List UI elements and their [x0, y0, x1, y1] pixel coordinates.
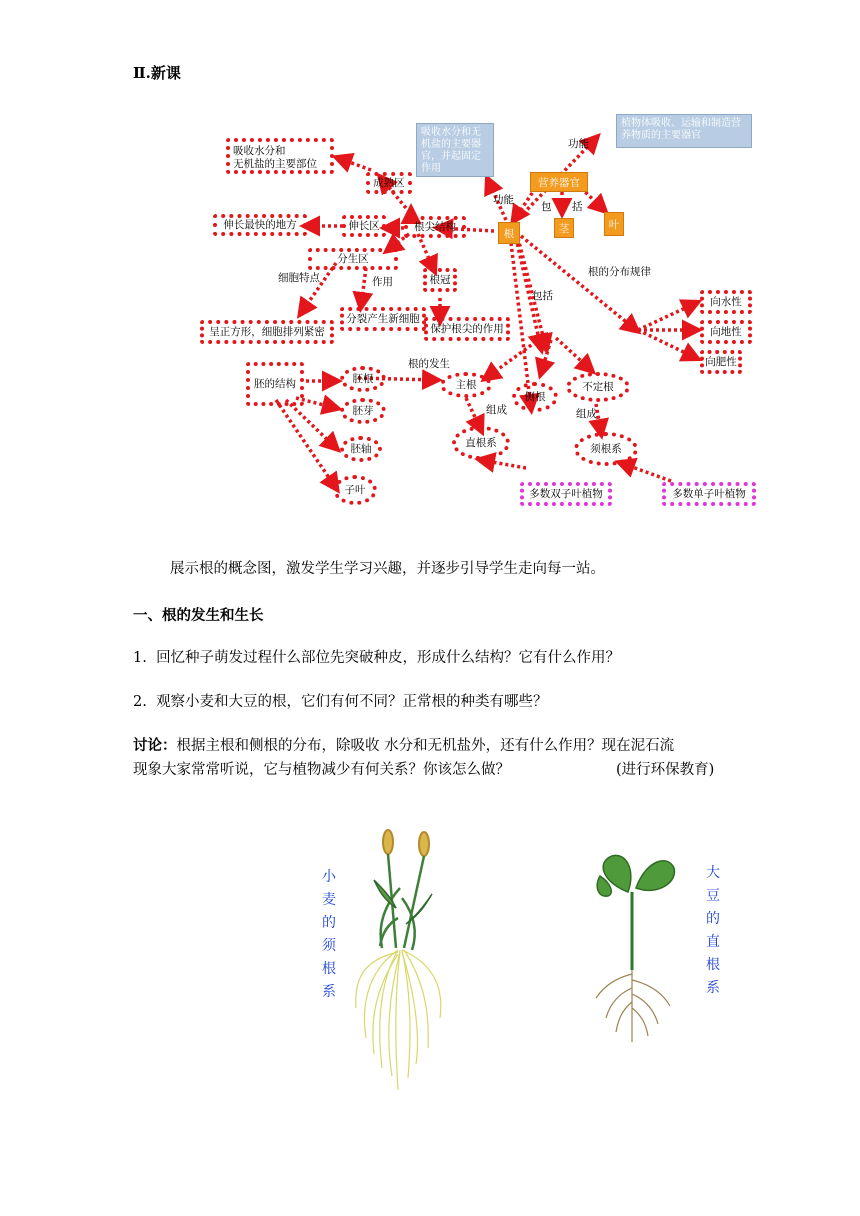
dicot-plants: 多数双子叶植物: [520, 482, 612, 506]
wheat-caption-char: 小: [322, 869, 336, 885]
question-1-text: 回忆种子萌发过程什么部位先突破种皮，形成什么结构？它有什么作用？: [156, 650, 621, 666]
question-1-number: 1.: [133, 650, 147, 666]
question-2: [133, 690, 548, 714]
label-bao: 包: [541, 201, 552, 213]
leaf-node: 叶: [604, 212, 624, 236]
wheat-caption-char: 根: [322, 961, 336, 977]
label-distribution: 根的分布规律: [588, 266, 651, 278]
wheat-caption: [321, 866, 337, 1004]
label-include: 包括: [532, 290, 553, 302]
monocot-plants: 多数单子叶植物: [662, 482, 756, 506]
section-title: 一、根的发生和生长: [133, 607, 264, 624]
label-root-origin: 根的发生: [408, 358, 450, 370]
plumule: 胚芽: [340, 398, 386, 424]
root-function-tail: 。: [450, 175, 460, 186]
root-function-text: 吸收水分和无机盐的主要器官，并起固定作用: [421, 127, 481, 174]
cell-shape-note: 呈正方形，细胞排列紧密: [200, 320, 334, 344]
question-2-text: 观察小麦和大豆的根，它们有何不同？正常根的种类有哪些？: [156, 694, 548, 710]
taproot: 主根: [440, 372, 492, 398]
geotropism: 向地性: [700, 320, 752, 344]
root-function-note: [416, 123, 494, 186]
adventitious-root: 不定根: [566, 372, 630, 402]
vegetative-organ-note: 植物体吸收、运输和制造营养物质的主要器官: [616, 114, 752, 148]
meristem-zone: 分生区: [308, 248, 398, 270]
root-cap: 根冠: [423, 268, 457, 292]
bean-caption-char: 豆: [706, 888, 720, 904]
bean-caption-char: 的: [706, 911, 720, 927]
bean-caption-char: 大: [706, 865, 720, 881]
discussion-line-1: [133, 734, 733, 758]
label-function-mid: 功能: [493, 194, 514, 206]
bean-caption: [705, 862, 721, 1000]
label-compose-1: 组成: [486, 404, 507, 416]
root-concept-map: [196, 108, 762, 512]
cell-division-note: 分裂产生新细胞: [340, 307, 426, 331]
vegetative-organ-node: 营养器官: [530, 172, 588, 192]
discussion-text-1: 根据主根和侧根的分布，除吸收 水分和无机盐外，还有什么作用？现在泥石流: [176, 738, 675, 754]
discussion-note: (进行环保教育): [616, 762, 715, 778]
embryo-structure: 胚的结构: [246, 362, 304, 406]
taproot-system: 直根系: [452, 426, 510, 460]
root-tip-structure: 根尖结构: [404, 216, 466, 238]
bean-caption-char: 系: [706, 980, 720, 996]
label-compose-2: 组成: [576, 408, 597, 420]
wheat-caption-char: 须: [322, 938, 336, 954]
maturation-zone: 成熟区: [366, 172, 412, 194]
wheat-caption-char: 的: [322, 915, 336, 931]
question-2-number: 2.: [133, 694, 147, 710]
discussion-line-2: [133, 758, 733, 782]
section-heading: Ⅱ.新课: [133, 64, 181, 82]
wheat-caption-char: 麦: [322, 892, 336, 908]
discussion-label: 讨论：: [133, 737, 177, 754]
hypocotyl: 胚轴: [340, 436, 382, 462]
label-function-top: 功能: [568, 138, 589, 150]
cotyledon: 子叶: [333, 475, 377, 505]
wheat-fibrous-root-illustration: [352, 828, 448, 1094]
fastest-elongation-note: 伸长最快的地方: [213, 214, 307, 236]
label-cell-features: 细胞特点: [278, 272, 320, 284]
label-function: 作用: [372, 276, 393, 288]
bean-caption-char: 根: [706, 957, 720, 973]
radicle: 胚根: [340, 366, 386, 392]
elongation-zone: 伸长区: [342, 215, 386, 237]
question-1: [133, 646, 620, 670]
soybean-taproot-illustration: [592, 852, 680, 1044]
discussion-text-2: 现象大家常常听说，它与植物减少有何关系？你该怎么做？: [133, 762, 510, 778]
lateral-root: 侧根: [512, 382, 558, 412]
stem-node: 茎: [554, 218, 574, 238]
discussion-block: [133, 734, 733, 782]
wheat-caption-char: 系: [322, 984, 336, 1000]
chemotropism: 向肥性: [700, 350, 742, 374]
protection-note: 保护根尖的作用: [424, 317, 510, 341]
hydrotropism: 向水性: [700, 290, 752, 314]
fibrous-root-system: 须根系: [574, 432, 638, 466]
bean-caption-char: 直: [706, 934, 720, 950]
root-node: 根: [498, 222, 520, 244]
intro-paragraph: 展示根的概念图，激发学生学习兴趣，并逐步引导学生走向每一站。: [170, 561, 605, 577]
absorption-zone-note: 吸收水分和 无机盐的主要部位: [226, 138, 334, 174]
label-kuo: 括: [572, 201, 583, 213]
